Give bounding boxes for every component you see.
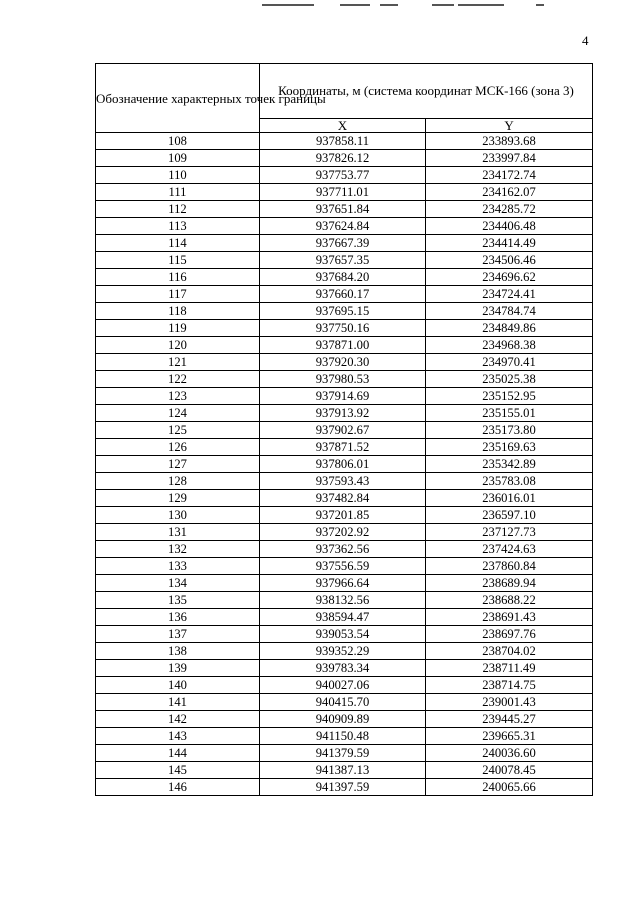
y-coordinate-cell: 238714.75 xyxy=(426,677,593,694)
x-coordinate-cell: 937657.35 xyxy=(260,252,426,269)
point-id-cell: 146 xyxy=(96,779,260,796)
x-coordinate-cell: 937806.01 xyxy=(260,456,426,473)
y-coordinate-cell: 234849.86 xyxy=(426,320,593,337)
x-coordinate-cell: 938132.56 xyxy=(260,592,426,609)
table-row xyxy=(96,541,593,558)
table-row xyxy=(96,660,593,677)
table-row xyxy=(96,694,593,711)
table-row xyxy=(96,779,593,796)
y-coordinate-cell: 233893.68 xyxy=(426,133,593,150)
point-id-cell: 111 xyxy=(96,184,260,201)
point-id-cell: 130 xyxy=(96,507,260,524)
table-row xyxy=(96,354,593,371)
x-coordinate-cell: 937651.84 xyxy=(260,201,426,218)
table-row xyxy=(96,711,593,728)
y-coordinate-cell: 235169.63 xyxy=(426,439,593,456)
point-id-cell: 137 xyxy=(96,626,260,643)
y-coordinate-cell: 238688.22 xyxy=(426,592,593,609)
point-id-cell: 115 xyxy=(96,252,260,269)
y-coordinate-cell: 234970.41 xyxy=(426,354,593,371)
point-id-cell: 110 xyxy=(96,167,260,184)
x-coordinate-cell: 941387.13 xyxy=(260,762,426,779)
y-coordinate-cell: 235783.08 xyxy=(426,473,593,490)
header-x: X xyxy=(260,118,426,132)
x-coordinate-cell: 937593.43 xyxy=(260,473,426,490)
y-coordinate-cell: 234968.38 xyxy=(426,337,593,354)
header-coordinates: Координаты, м (система координат МСК-166 (зона 3) xyxy=(260,64,593,119)
table-row xyxy=(96,473,593,490)
y-coordinate-cell: 234162.07 xyxy=(426,184,593,201)
point-id-cell: 139 xyxy=(96,660,260,677)
header-point-designation: Обозначение характерных точек границы xyxy=(96,64,260,133)
table-row xyxy=(96,490,593,507)
y-coordinate-cell: 233997.84 xyxy=(426,150,593,167)
x-coordinate-cell: 937920.30 xyxy=(260,354,426,371)
point-id-cell: 134 xyxy=(96,575,260,592)
y-coordinate-cell: 238711.49 xyxy=(426,660,593,677)
y-coordinate-cell: 234784.74 xyxy=(426,303,593,320)
point-id-cell: 118 xyxy=(96,303,260,320)
y-coordinate-cell: 240036.60 xyxy=(426,745,593,762)
point-id-cell: 135 xyxy=(96,592,260,609)
point-id-cell: 113 xyxy=(96,218,260,235)
x-coordinate-cell: 937624.84 xyxy=(260,218,426,235)
y-coordinate-cell: 234285.72 xyxy=(426,201,593,218)
point-id-cell: 132 xyxy=(96,541,260,558)
y-coordinate-cell: 240078.45 xyxy=(426,762,593,779)
x-coordinate-cell: 937980.53 xyxy=(260,371,426,388)
table-row xyxy=(96,575,593,592)
point-id-cell: 126 xyxy=(96,439,260,456)
y-coordinate-cell: 238691.43 xyxy=(426,609,593,626)
x-coordinate-cell: 940909.89 xyxy=(260,711,426,728)
point-id-cell: 138 xyxy=(96,643,260,660)
y-coordinate-cell: 234696.62 xyxy=(426,269,593,286)
table-row xyxy=(96,388,593,405)
point-id-cell: 136 xyxy=(96,609,260,626)
table-row xyxy=(96,184,593,201)
table-row xyxy=(96,286,593,303)
y-coordinate-cell: 238697.76 xyxy=(426,626,593,643)
x-coordinate-cell: 937711.01 xyxy=(260,184,426,201)
point-id-cell: 124 xyxy=(96,405,260,422)
y-coordinate-cell: 237424.63 xyxy=(426,541,593,558)
table-row xyxy=(96,439,593,456)
x-coordinate-cell: 937660.17 xyxy=(260,286,426,303)
table-row xyxy=(96,303,593,320)
y-coordinate-cell: 234414.49 xyxy=(426,235,593,252)
x-coordinate-cell: 937914.69 xyxy=(260,388,426,405)
table-row xyxy=(96,626,593,643)
table-row xyxy=(96,218,593,235)
x-coordinate-cell: 938594.47 xyxy=(260,609,426,626)
point-id-cell: 127 xyxy=(96,456,260,473)
point-id-cell: 108 xyxy=(96,133,260,150)
table-row xyxy=(96,592,593,609)
y-coordinate-cell: 236597.10 xyxy=(426,507,593,524)
y-coordinate-cell: 235152.95 xyxy=(426,388,593,405)
point-id-cell: 131 xyxy=(96,524,260,541)
table-row xyxy=(96,252,593,269)
header-y: Y xyxy=(426,118,593,132)
table-row xyxy=(96,269,593,286)
table-row xyxy=(96,320,593,337)
table-row xyxy=(96,167,593,184)
x-coordinate-cell: 940027.06 xyxy=(260,677,426,694)
y-coordinate-cell: 237860.84 xyxy=(426,558,593,575)
top-scan-marks xyxy=(262,4,552,8)
x-coordinate-cell: 937826.12 xyxy=(260,150,426,167)
x-coordinate-cell: 937871.52 xyxy=(260,439,426,456)
point-id-cell: 143 xyxy=(96,728,260,745)
x-coordinate-cell: 937753.77 xyxy=(260,167,426,184)
x-coordinate-cell: 941150.48 xyxy=(260,728,426,745)
point-id-cell: 141 xyxy=(96,694,260,711)
table-body xyxy=(96,133,593,796)
table-row xyxy=(96,507,593,524)
y-coordinate-cell: 236016.01 xyxy=(426,490,593,507)
page-number: 4 xyxy=(582,33,589,48)
table-row xyxy=(96,201,593,218)
y-coordinate-cell: 235025.38 xyxy=(426,371,593,388)
point-id-cell: 142 xyxy=(96,711,260,728)
point-id-cell: 120 xyxy=(96,337,260,354)
table-row xyxy=(96,133,593,150)
x-coordinate-cell: 941379.59 xyxy=(260,745,426,762)
table-row xyxy=(96,524,593,541)
y-coordinate-cell: 235173.80 xyxy=(426,422,593,439)
table-row xyxy=(96,371,593,388)
point-id-cell: 128 xyxy=(96,473,260,490)
table-row xyxy=(96,337,593,354)
x-coordinate-cell: 937482.84 xyxy=(260,490,426,507)
y-coordinate-cell: 240065.66 xyxy=(426,779,593,796)
point-id-cell: 125 xyxy=(96,422,260,439)
y-coordinate-cell: 239001.43 xyxy=(426,694,593,711)
point-id-cell: 133 xyxy=(96,558,260,575)
table-row xyxy=(96,643,593,660)
x-coordinate-cell: 937202.92 xyxy=(260,524,426,541)
x-coordinate-cell: 937750.16 xyxy=(260,320,426,337)
x-coordinate-cell: 941397.59 xyxy=(260,779,426,796)
point-id-cell: 114 xyxy=(96,235,260,252)
table-row xyxy=(96,235,593,252)
table-row xyxy=(96,677,593,694)
table-row xyxy=(96,745,593,762)
x-coordinate-cell: 937913.92 xyxy=(260,405,426,422)
point-id-cell: 121 xyxy=(96,354,260,371)
table-row xyxy=(96,762,593,779)
x-coordinate-cell: 937858.11 xyxy=(260,133,426,150)
point-id-cell: 109 xyxy=(96,150,260,167)
point-id-cell: 123 xyxy=(96,388,260,405)
point-id-cell: 119 xyxy=(96,320,260,337)
y-coordinate-cell: 238704.02 xyxy=(426,643,593,660)
x-coordinate-cell: 937201.85 xyxy=(260,507,426,524)
y-coordinate-cell: 237127.73 xyxy=(426,524,593,541)
point-id-cell: 112 xyxy=(96,201,260,218)
y-coordinate-cell: 239445.27 xyxy=(426,711,593,728)
table-row xyxy=(96,422,593,439)
table-row xyxy=(96,456,593,473)
y-coordinate-cell: 235342.89 xyxy=(426,456,593,473)
y-coordinate-cell: 235155.01 xyxy=(426,405,593,422)
x-coordinate-cell: 937684.20 xyxy=(260,269,426,286)
point-id-cell: 117 xyxy=(96,286,260,303)
y-coordinate-cell: 234506.46 xyxy=(426,252,593,269)
x-coordinate-cell: 939053.54 xyxy=(260,626,426,643)
point-id-cell: 116 xyxy=(96,269,260,286)
x-coordinate-cell: 937362.56 xyxy=(260,541,426,558)
y-coordinate-cell: 239665.31 xyxy=(426,728,593,745)
point-id-cell: 144 xyxy=(96,745,260,762)
point-id-cell: 140 xyxy=(96,677,260,694)
point-id-cell: 122 xyxy=(96,371,260,388)
y-coordinate-cell: 238689.94 xyxy=(426,575,593,592)
table-row xyxy=(96,150,593,167)
x-coordinate-cell: 940415.70 xyxy=(260,694,426,711)
table-row xyxy=(96,558,593,575)
y-coordinate-cell: 234172.74 xyxy=(426,167,593,184)
table-row xyxy=(96,609,593,626)
coordinates-table xyxy=(95,63,593,796)
x-coordinate-cell: 939352.29 xyxy=(260,643,426,660)
x-coordinate-cell: 937667.39 xyxy=(260,235,426,252)
x-coordinate-cell: 939783.34 xyxy=(260,660,426,677)
y-coordinate-cell: 234724.41 xyxy=(426,286,593,303)
x-coordinate-cell: 937871.00 xyxy=(260,337,426,354)
table-row xyxy=(96,728,593,745)
x-coordinate-cell: 937966.64 xyxy=(260,575,426,592)
x-coordinate-cell: 937556.59 xyxy=(260,558,426,575)
x-coordinate-cell: 937902.67 xyxy=(260,422,426,439)
point-id-cell: 129 xyxy=(96,490,260,507)
y-coordinate-cell: 234406.48 xyxy=(426,218,593,235)
table-row xyxy=(96,405,593,422)
x-coordinate-cell: 937695.15 xyxy=(260,303,426,320)
point-id-cell: 145 xyxy=(96,762,260,779)
